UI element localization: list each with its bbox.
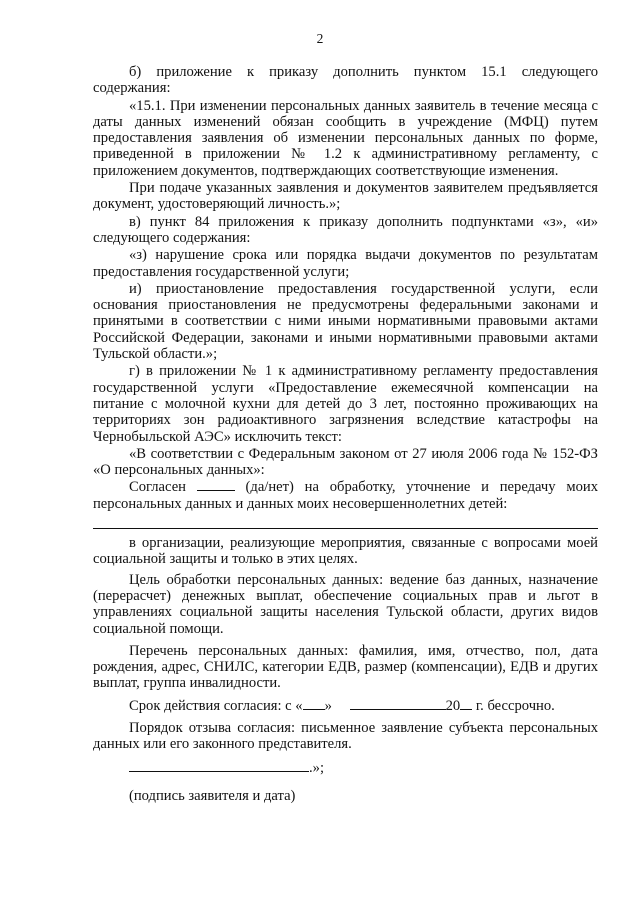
term-label: Срок действия согласия: с « [129,697,303,714]
paragraph-15-1: «15.1. При изменении персональных данных заявитель в течение месяца с даты данных изменений обязан сообщить в учреждение (МФЦ) путем предоставления заявления об изменении персональных данных по форме, приведенной в приложении № 1.2 к административному регламенту, с приложением документов, подтверждающих соответствующие изменения. [93,97,598,179]
consent-label: Согласен [129,479,186,496]
paragraph-data-list: Перечень персональных данных: фамилия, имя, отчество, пол, дата рождения, адрес, СНИЛС, категории ЕДВ, размер (компенсации), ЕДВ и других выплат, группа инвалидности. [93,642,598,692]
paragraph-z: «з) нарушение срока или порядка выдачи документов по результатам предоставления государственной услуги; [93,247,598,280]
page-number: 2 [316,31,324,46]
children-blank-line [93,528,598,529]
document-body [93,64,598,804]
paragraph-organizations: в организации, реализующие мероприятия, связанные с вопросами моей социальной защиты и только в этих целях. [93,535,598,568]
paragraph-consent [93,479,598,512]
term-suffix: г. бессрочно. [475,697,555,714]
signature-caption: (подпись заявителя и дата) [129,787,296,804]
paragraph-i: и) приостановление предоставления государственной услуги, если основания приостановления не предусмотрены федеральными законами и принятыми в соответствии с ними иными нормативными правовыми актами Российской Федерации, законами и иными нормативными правовыми актами Тульской области.»; [93,280,598,363]
paragraph-g: г) в приложении № 1 к административному регламенту предоставления государственной услуги «Предоставление ежемесячной компенсации на питание с молочной кухни для детей до 3 лет, постоянно проживающих на территориях зон радиоактивного загрязнения вследствие катастрофы на Чернобыльской АЭС» исключить текст: [93,363,598,445]
term-quote-close: » [324,697,332,714]
signature-blank [129,771,309,772]
paragraph-federal-law: «В соответствии с Федеральным законом от 27 июля 2006 года № 152-ФЗ «О персональных данных»: [93,445,598,479]
signature-suffix: .»; [309,759,324,776]
term-year-prefix: 20 [445,697,461,714]
paragraph-b: б) приложение к приказу дополнить пунктом 15.1 следующего содержания: [93,64,598,97]
consent-blank-field [197,490,235,491]
term-day-blank [303,709,325,710]
paragraph-term [93,698,598,714]
paragraph-purpose: Цель обработки персональных данных: ведение баз данных, назначение (перерасчет) денежных выплат, обеспечение социальных прав и льгот в управлениях социальной защиты населения Тульской области, других видов социальной помощи. [93,571,598,637]
term-month-blank [350,709,446,710]
paragraph-revocation: Порядок отзыва согласия: письменное заявление субъекта персональных данных или его законного представителя. [93,719,598,753]
term-year-blank [460,709,472,710]
paragraph-v: в) пункт 84 приложения к приказу дополнить подпунктами «з», «и» следующего содержания: [93,213,598,246]
paragraph-identity: При подаче указанных заявления и документов заявителем предъявляется документ, удостоверяющий личность.»; [93,180,598,213]
consent-text: (да/нет) на обработку, уточнение и передачу моих персональных данных и данных моих несовершеннолетних детей: [93,479,598,512]
signature-line [93,760,598,776]
